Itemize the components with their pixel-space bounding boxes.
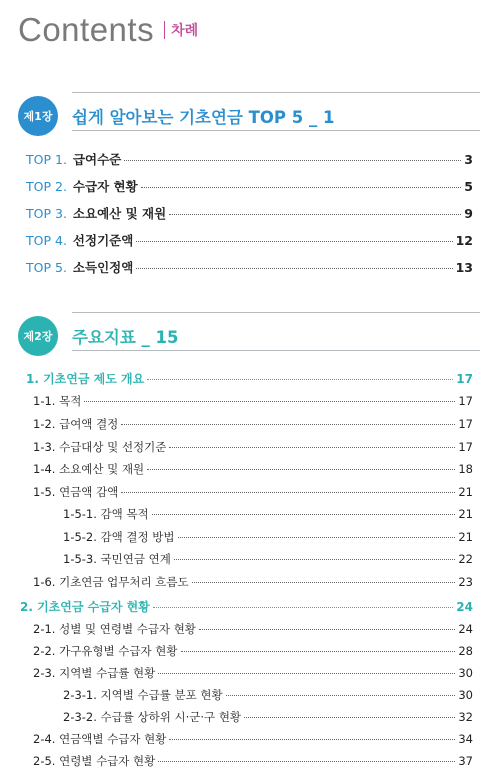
toc-entry-page: 32 (458, 710, 473, 724)
dot-leader (181, 651, 456, 652)
dot-leader (178, 537, 456, 538)
toc-entry-label: 2-1. 성별 및 연령별 수급자 현황 (33, 622, 196, 636)
toc-entry-page: 34 (458, 732, 473, 746)
toc-entry-label: 1-3. 수급대상 및 선정기준 (33, 440, 167, 454)
toc-entry-2-3-1[interactable] (63, 687, 473, 705)
toc-entry-number: TOP 1. (26, 152, 67, 167)
toc-section-page: 24 (456, 600, 473, 614)
toc-entry-page: 24 (458, 622, 473, 636)
toc-entry-number: TOP 4. (26, 233, 67, 248)
toc-entry-number: TOP 2. (26, 179, 67, 194)
contents-header (18, 10, 198, 50)
dot-leader (124, 160, 461, 161)
toc-entry-page: 30 (458, 688, 473, 702)
toc-entry-label: 2-2. 가구유형별 수급자 현황 (33, 644, 178, 658)
toc-entry-page: 21 (458, 485, 473, 499)
toc-entry-top-5[interactable] (26, 258, 473, 276)
toc-entry-label: 1-5-1. 감액 목적 (63, 507, 149, 521)
toc-entry-number: TOP 5. (26, 260, 67, 275)
toc-entry-top-1[interactable] (26, 150, 473, 168)
toc-entry-page: 18 (458, 462, 473, 476)
dot-leader (136, 268, 452, 269)
toc-entry-1-2[interactable] (33, 416, 473, 434)
dot-leader (174, 559, 455, 560)
toc-entry-label: 1-5-3. 국민연금 연계 (63, 552, 171, 566)
title-divider (164, 21, 165, 39)
toc-entry-label: 1-5-2. 감액 결정 방법 (63, 530, 175, 544)
toc-section-1[interactable] (26, 370, 473, 388)
chapter-1-bottom-rule (72, 130, 480, 131)
dot-leader (152, 514, 456, 515)
toc-entry-page: 12 (455, 233, 473, 248)
toc-entry-1-3[interactable] (33, 439, 473, 457)
toc-entry-1-5[interactable] (33, 484, 473, 502)
toc-entry-page: 17 (458, 394, 473, 408)
toc-entry-label: 선정기준액 (72, 233, 134, 248)
toc-entry-page: 37 (458, 754, 473, 768)
toc-entry-page: 22 (458, 552, 473, 566)
toc-section-2[interactable] (20, 598, 473, 616)
dot-leader (169, 447, 455, 448)
toc-entry-top-4[interactable] (26, 231, 473, 249)
toc-entry-page: 17 (458, 440, 473, 454)
dot-leader (147, 469, 455, 470)
toc-entry-1-5-3[interactable] (63, 551, 473, 569)
dot-leader (226, 695, 456, 696)
toc-entry-1-5-2[interactable] (63, 529, 473, 547)
dot-leader (136, 241, 452, 242)
toc-entry-number: TOP 3. (26, 206, 67, 221)
toc-entry-page: 21 (458, 507, 473, 521)
toc-entry-label: 2-3-2. 수급률 상하위 시·군·구 현황 (63, 710, 242, 724)
dot-leader (244, 717, 455, 718)
toc-entry-2-2[interactable] (33, 643, 473, 661)
toc-entry-page: 3 (464, 152, 473, 167)
toc-entry-2-4[interactable] (33, 731, 473, 749)
toc-entry-page: 5 (464, 179, 473, 194)
toc-entry-label: 2-3-1. 지역별 수급률 분포 현황 (63, 688, 223, 702)
contents-subtitle: 차례 (171, 23, 199, 39)
toc-entry-label: 1-6. 기초연금 업무처리 흐름도 (33, 575, 189, 589)
chapter-2-top-rule (72, 312, 480, 313)
toc-entry-label: 수급자 현황 (72, 179, 138, 194)
toc-entry-2-5[interactable] (33, 753, 473, 771)
dot-leader (169, 214, 461, 215)
dot-leader (158, 673, 455, 674)
chapter-2-bottom-rule (72, 350, 480, 351)
dot-leader (121, 492, 455, 493)
toc-entry-label: 1-1. 목적 (33, 394, 82, 408)
toc-entry-page: 9 (464, 206, 473, 221)
toc-entry-page: 13 (455, 260, 473, 275)
dot-leader (84, 401, 455, 402)
chapter-2-badge: 제2장 (18, 316, 58, 356)
dot-leader (147, 379, 453, 380)
toc-section-page: 17 (456, 372, 473, 386)
toc-entry-page: 17 (458, 417, 473, 431)
toc-entry-label: 2-3. 지역별 수급률 현황 (33, 666, 156, 680)
toc-entry-1-4[interactable] (33, 461, 473, 479)
toc-entry-1-1[interactable] (33, 393, 473, 411)
chapter-1-heading (18, 96, 480, 136)
toc-entry-1-5-1[interactable] (63, 506, 473, 524)
toc-section-label: 1. 기초연금 제도 개요 (26, 372, 145, 386)
toc-entry-label: 2-5. 연령별 수급자 현황 (33, 754, 156, 768)
dot-leader (158, 761, 455, 762)
dot-leader (141, 187, 462, 188)
toc-entry-2-3[interactable] (33, 665, 473, 683)
dot-leader (169, 739, 455, 740)
toc-entry-top-2[interactable] (26, 177, 473, 195)
toc-entry-label: 1-4. 소요예산 및 재원 (33, 462, 145, 476)
toc-entry-label: 급여수준 (72, 152, 122, 167)
toc-entry-page: 30 (458, 666, 473, 680)
dot-leader (199, 629, 455, 630)
toc-entry-label: 1-2. 급여액 결정 (33, 417, 119, 431)
toc-entry-1-6[interactable] (33, 574, 473, 592)
toc-section-label: 2. 기초연금 수급자 현황 (20, 600, 150, 614)
chapter-2-heading (18, 316, 480, 356)
toc-entry-page: 28 (458, 644, 473, 658)
toc-entry-label: 소요예산 및 재원 (72, 206, 167, 221)
toc-entry-label: 1-5. 연금액 감액 (33, 485, 119, 499)
toc-entry-2-3-2[interactable] (63, 709, 473, 727)
toc-entry-page: 21 (458, 530, 473, 544)
toc-entry-page: 23 (458, 575, 473, 589)
toc-entry-label: 2-4. 연금액별 수급자 현황 (33, 732, 167, 746)
dot-leader (121, 424, 455, 425)
toc-entry-label: 소득인정액 (72, 260, 134, 275)
contents-title: Contents (18, 11, 155, 48)
toc-entry-2-1[interactable] (33, 621, 473, 639)
toc-entry-top-3[interactable] (26, 204, 473, 222)
chapter-1-top-rule (72, 92, 480, 93)
chapter-2-title: 주요지표 _ 15 (72, 328, 179, 347)
chapter-1-badge: 제1장 (18, 96, 58, 136)
dot-leader (153, 607, 454, 608)
chapter-1-title: 쉽게 알아보는 기초연금 TOP 5 _ 1 (72, 108, 335, 127)
dot-leader (192, 582, 456, 583)
